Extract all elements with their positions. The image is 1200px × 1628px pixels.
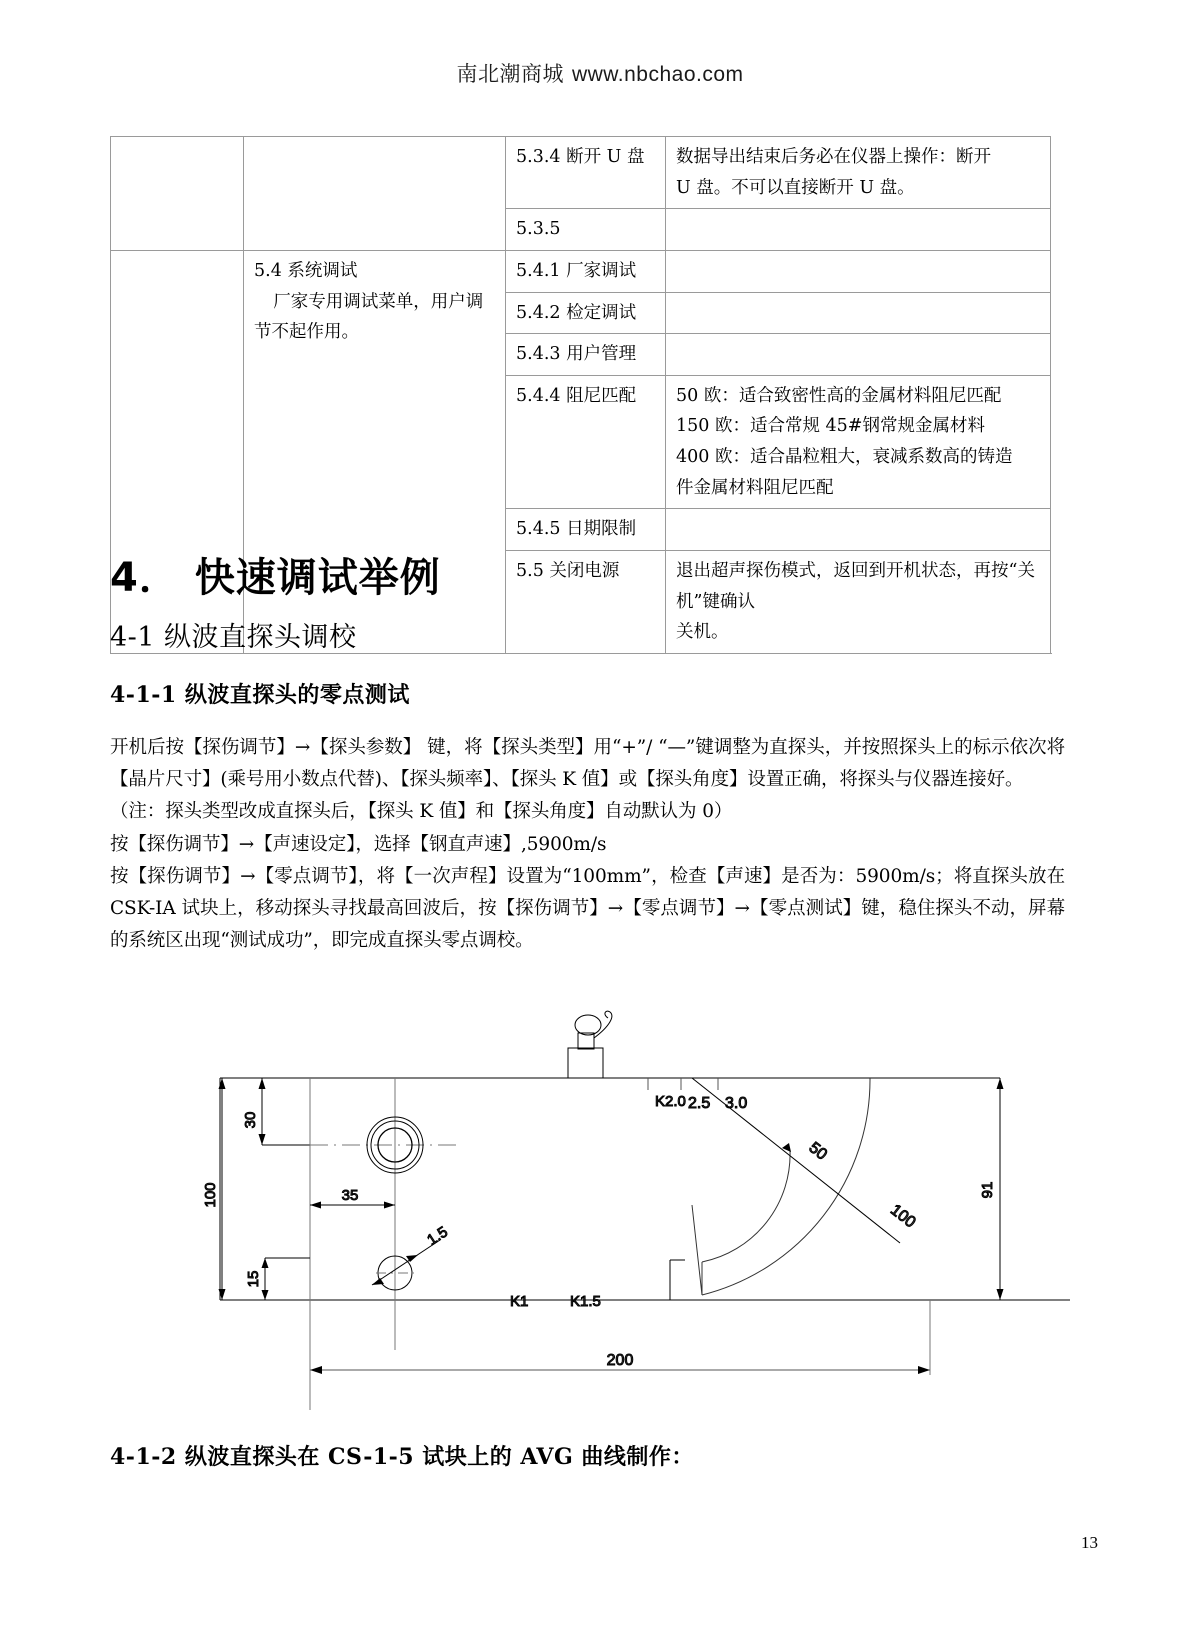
dim-label-radius-100: 100 bbox=[887, 1201, 919, 1232]
cell-5-5-desc bbox=[666, 550, 1051, 653]
scale-label-2-5: 2.5 bbox=[688, 1095, 711, 1112]
dim-label-91: 91 bbox=[979, 1181, 996, 1199]
dim-15-arrow-top bbox=[262, 1258, 269, 1268]
page-number: 13 bbox=[1081, 1533, 1098, 1552]
dim-35-arrow-right bbox=[384, 1202, 395, 1209]
drawing-svg bbox=[110, 990, 1070, 1410]
dim-label-30: 30 bbox=[242, 1111, 259, 1129]
paragraph-1: 开机后按【探伤调节】→【探头参数】 键，将【探头类型】用“+”/ “—”键调整为直探头，并按照探头上的标示依次将【晶片尺寸】(乘号用小数点代替)、【探头频率】、【探头 K 值】或【探头角度】设置正确，将探头与仪器连接好。 bbox=[110, 737, 1065, 791]
dim-label-1-5: 1.5 bbox=[424, 1223, 451, 1250]
shutdown-line-1: 退出超声探伤模式，返回到开机状态，再按“关机”键确认 bbox=[676, 560, 1035, 612]
probe-body bbox=[568, 1048, 603, 1078]
cell-5-4-1-label: 5.4.1 厂家调试 bbox=[506, 250, 666, 292]
cell-5-4-4-desc bbox=[666, 375, 1051, 509]
cell-5-4-5-desc bbox=[666, 509, 1051, 551]
cell-5-5-label: 5.5 关闭电源 bbox=[506, 550, 666, 653]
paragraph-4: 按【探伤调节】→【零点调节】，将【一次声程】设置为“100mm”，检查【声速】是否为：5900m/s；将直探头放在 CSK-IA 试块上，移动探头寻找最高回波后，按【探伤调节】→【零点调节】→【零点测试】键，稳住探头不动，屏幕的系统区出现“测试成功”，即完成直探头零点调校。 bbox=[110, 865, 1065, 952]
probe-cable-loop bbox=[575, 1015, 601, 1035]
cell-5-4-2-label: 5.4.2 检定调试 bbox=[506, 292, 666, 334]
page-title: 4． 快速调试举例 bbox=[110, 555, 441, 601]
dim-label-200: 200 bbox=[606, 1352, 634, 1369]
shop-name: 南北潮商城 bbox=[456, 62, 564, 86]
cell-5-4-4-label: 5.4.4 阻尼匹配 bbox=[506, 375, 666, 509]
dim-30-arrow-bottom bbox=[259, 1134, 266, 1145]
system-debug-note-2: 节不起作用。 bbox=[254, 322, 359, 343]
dim-label-35: 35 bbox=[341, 1187, 359, 1204]
sector-edge-left bbox=[692, 1205, 702, 1295]
cell-5-3-5-desc bbox=[666, 209, 1051, 251]
table-row bbox=[111, 137, 1051, 209]
cell-5-4-3-label: 5.4.3 用户管理 bbox=[506, 334, 666, 376]
dim-91-arrow-bottom bbox=[997, 1289, 1004, 1300]
dim-15-arrow-bottom bbox=[262, 1290, 269, 1300]
cell-5-3-4-desc bbox=[666, 137, 1051, 209]
arc-radius-50 bbox=[702, 1150, 790, 1262]
scale-label-3-0: 3.0 bbox=[725, 1095, 748, 1112]
dim-label-15: 15 bbox=[245, 1270, 262, 1288]
cell-col1-empty bbox=[111, 137, 244, 251]
damping-line-1: 50 欧：适合致密性高的金属材料阻尼匹配 bbox=[676, 385, 1002, 406]
figure-caption-heading: 4-1-2 纵波直探头在 CS-1-5 试块上的 AVG 曲线制作： bbox=[110, 1444, 694, 1470]
cell-5-4-5-label: 5.4.5 日期限制 bbox=[506, 509, 666, 551]
cell-col2-empty bbox=[244, 137, 506, 251]
section-heading: 4-1 纵波直探头调校 bbox=[110, 622, 357, 653]
dim-1-5-arrow-a bbox=[372, 1278, 384, 1285]
damping-line-2: 150 欧：适合常规 45#钢常规金属材料 bbox=[676, 416, 985, 437]
cell-5-4-3-desc bbox=[666, 334, 1051, 376]
damping-line-3: 400 欧：适合晶粒粗大，衰减系数高的铸造 bbox=[676, 447, 1013, 467]
system-debug-note-1: 厂家专用调试菜单，用户调 bbox=[273, 291, 484, 312]
technical-drawing-csk-ia bbox=[110, 990, 1070, 1410]
scale-label-k1-5: K1.5 bbox=[570, 1293, 601, 1310]
dim-label-100: 100 bbox=[202, 1182, 219, 1208]
shutdown-line-2: 关机。 bbox=[676, 622, 729, 643]
table-row bbox=[111, 250, 1051, 292]
probe-connector bbox=[578, 1033, 594, 1049]
dim-30-arrow-top bbox=[259, 1078, 266, 1089]
dim-200-arrow-left bbox=[310, 1366, 322, 1374]
paragraph-3: 按【探伤调节】→【声速设定】，选择【钢直声速】,5900m/s bbox=[110, 833, 607, 855]
probe-cable bbox=[594, 1011, 612, 1038]
site-header bbox=[0, 58, 1200, 88]
damping-line-4: 件金属材料阻尼匹配 bbox=[676, 477, 834, 498]
cell-5-3-4-label: 5.3.4 断开 U 盘 bbox=[506, 137, 666, 209]
desc-line-1: 数据导出结束后务必在仪器上操作：断开 bbox=[676, 147, 991, 167]
scale-label-k2-0: K2.0 bbox=[655, 1093, 686, 1110]
system-debug-title: 5.4 系统调试 bbox=[254, 260, 358, 281]
scale-label-k1: K1 bbox=[510, 1293, 529, 1310]
dim-91-arrow-top bbox=[997, 1078, 1004, 1089]
desc-line-2: U 盘。不可以直接断开 U 盘。 bbox=[676, 177, 915, 198]
cell-5-4-2-desc bbox=[666, 292, 1051, 334]
cell-5-4-1-desc bbox=[666, 250, 1051, 292]
paragraph-2: （注：探头类型改成直探头后，【探头 K 值】和【探头角度】自动默认为 0） bbox=[110, 801, 733, 823]
dim-200-arrow-right bbox=[918, 1366, 930, 1374]
dim-35-arrow-left bbox=[310, 1202, 321, 1209]
shop-url: www.nbchao.com bbox=[571, 63, 744, 86]
cell-5-3-5-label: 5.3.5 bbox=[506, 209, 666, 251]
subsection-heading: 4-1-1 纵波直探头的零点测试 bbox=[110, 682, 410, 708]
dim-label-radius-50: 50 bbox=[805, 1139, 831, 1164]
body-text-block bbox=[110, 732, 1065, 957]
